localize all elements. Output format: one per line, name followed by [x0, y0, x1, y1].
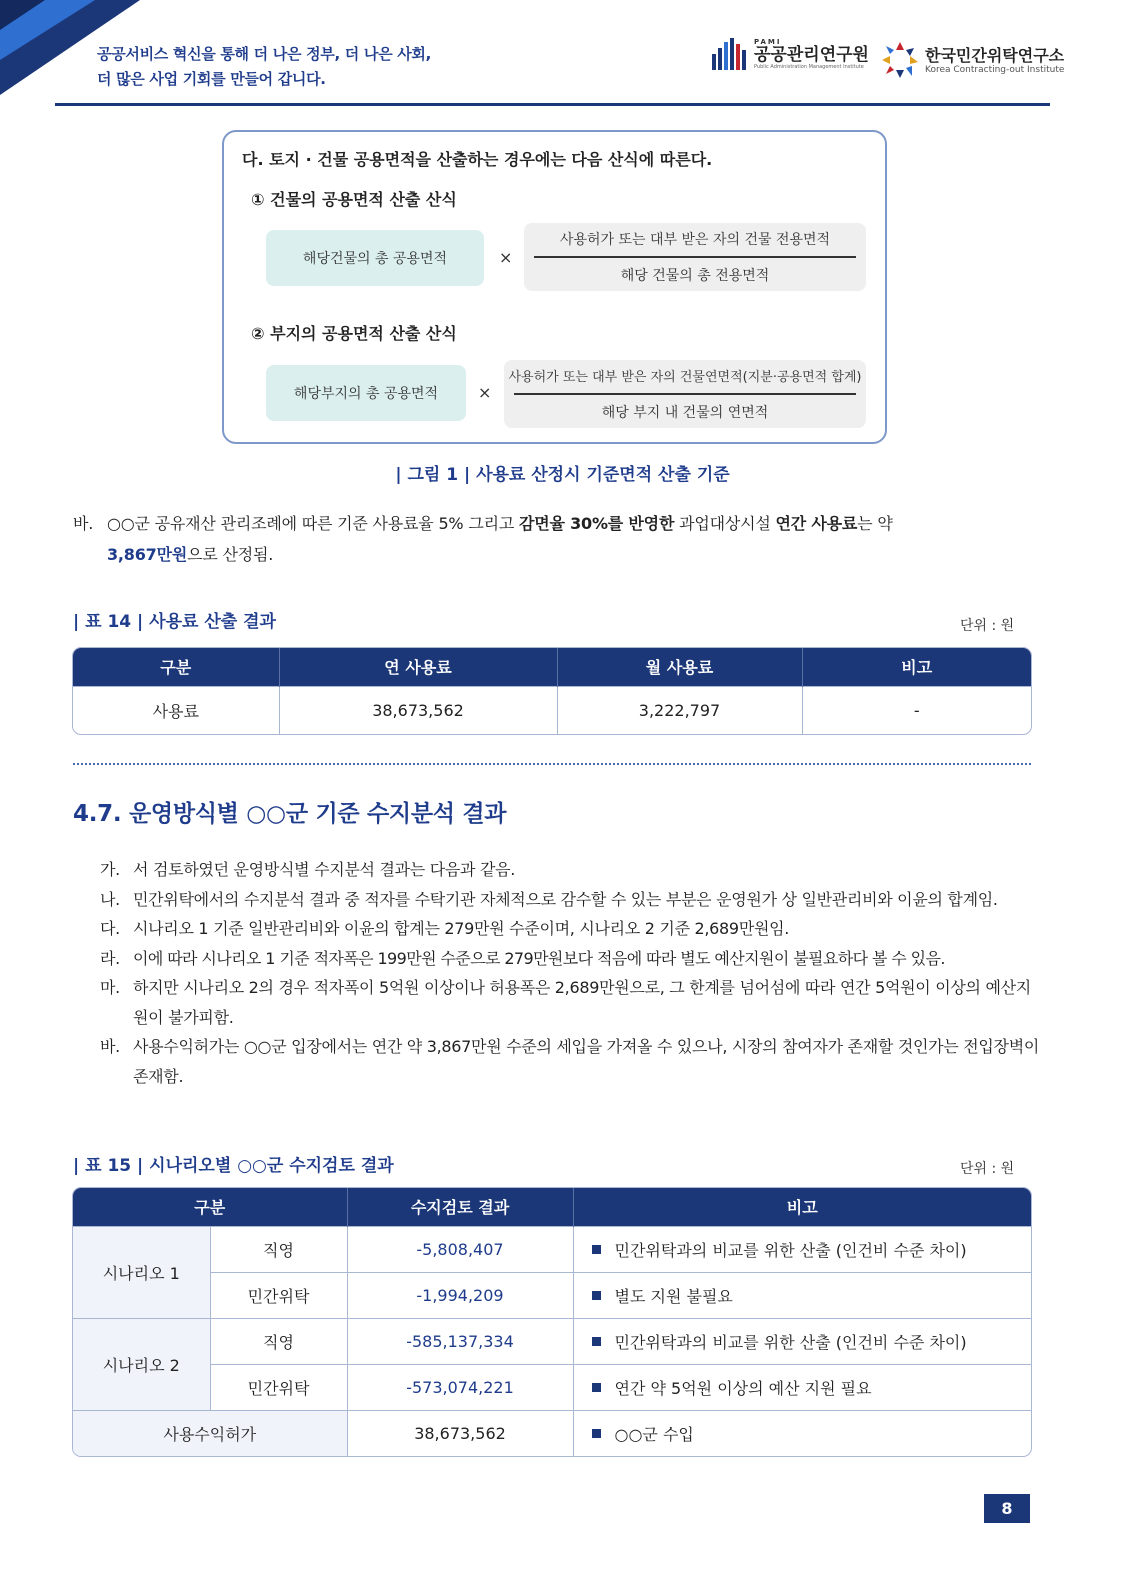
list-item [100, 914, 1040, 944]
paragraph-marker: 바. [73, 514, 94, 533]
table-cell: 사용료 [73, 686, 279, 734]
pami-bars-icon [712, 38, 746, 70]
table-row [73, 1318, 1031, 1364]
formula-2-title: ② 부지의 공용면적 산출 산식 [251, 324, 457, 343]
table-header-cell: 비고 [802, 648, 1031, 686]
tagline-line-1: 공공서비스 혁신을 통해 더 나은 정부, 더 나은 사회, [97, 45, 431, 63]
list-item [100, 1032, 1040, 1091]
page-number: 8 [984, 1494, 1030, 1523]
table-header-cell: 구분 [73, 1188, 347, 1226]
formula-2-denominator: 해당 부지 내 건물의 연면적 [601, 405, 769, 421]
formula-figure-box [222, 130, 887, 444]
table-cell: -1,994,209 [347, 1272, 573, 1318]
note-text: ○○군 수입 [614, 1424, 694, 1444]
table-header-cell: 수지검토 결과 [347, 1188, 573, 1226]
scenario-2-label: 시나리오 2 [73, 1318, 210, 1410]
table-cell: 민간위탁 [210, 1272, 347, 1318]
header-tagline [97, 42, 431, 92]
table-header-cell: 구분 [73, 648, 279, 686]
list-marker: 마. [100, 978, 120, 997]
list-item [100, 885, 1040, 915]
formula-1-left: 해당건물의 총 공용면적 [266, 230, 484, 286]
square-bullet-icon [592, 1291, 601, 1300]
table-row [73, 686, 1031, 734]
table-cell: -585,137,334 [347, 1318, 573, 1364]
scenario-balance-table [73, 1188, 1031, 1456]
table-note-cell [573, 1364, 1031, 1410]
table-14-unit: 단위 : 원 [960, 618, 1015, 634]
times-sign-2: × [478, 383, 492, 402]
paragraph-text: 는 약 [857, 514, 893, 533]
list-item [100, 855, 1040, 885]
table-cell: 민간위탁 [210, 1364, 347, 1410]
table-cell: -573,074,221 [347, 1364, 573, 1410]
table-note-cell [573, 1272, 1031, 1318]
paragraph-ba [73, 508, 1033, 570]
tagline-line-2: 더 많은 사업 기회를 만들어 갑니다. [97, 70, 326, 88]
pami-eng: Public Administration Management Institute [754, 64, 864, 70]
table-cell: 직영 [210, 1226, 347, 1272]
table-row [73, 1272, 1031, 1318]
note-text: 연간 약 5억원 이상의 예산 지원 필요 [614, 1378, 872, 1398]
figure-title: 다. 토지 · 건물 공용면적을 산출하는 경우에는 다음 산식에 따른다. [242, 150, 713, 169]
table-note-cell [573, 1226, 1031, 1272]
table-note-cell [573, 1410, 1031, 1456]
table-cell: - [802, 686, 1031, 734]
list-item [100, 973, 1040, 1032]
square-bullet-icon [592, 1383, 601, 1392]
note-text: 민간위탁과의 비교를 위한 산출 (인건비 수준 차이) [614, 1240, 967, 1260]
paragraph-bold: 연간 사용료 [775, 514, 858, 533]
scenario-1-label: 시나리오 1 [73, 1226, 210, 1318]
square-bullet-icon [592, 1337, 601, 1346]
list-text: 시나리오 1 기준 일반관리비와 이윤의 합계는 279만원 수준이며, 시나리오 2 기준 2,689만원임. [133, 919, 790, 938]
list-text: 민간위탁에서의 수지분석 결과 중 적자를 수탁기관 자체적으로 감수할 수 있는 부분은 운영원가 상 일반관리비와 이윤의 합계임. [133, 889, 998, 909]
section-divider [73, 763, 1031, 765]
table-15-label: | 표 15 | 시나리오별 ○○군 수지검토 결과 [73, 1156, 394, 1176]
list-text: 하지만 시나리오 2의 경우 적자폭이 5억원 이상이나 허용폭은 2,689만원으로, 그 한계를 넘어섬에 따라 연간 5억원이 이상의 예산지원이 불가피함. [133, 978, 1031, 1027]
table-cell: 38,673,562 [279, 686, 557, 734]
times-sign-1: × [499, 248, 513, 267]
table-cell: 3,222,797 [557, 686, 802, 734]
pami-logo [712, 38, 869, 70]
pami-abbr: PAMI [754, 38, 782, 46]
fraction-line [534, 256, 856, 258]
table-header-cell: 연 사용료 [279, 648, 557, 686]
figure-caption: | 그림 1 | 사용료 산정시 기준면적 산출 기준 [395, 465, 730, 485]
list-text: 사용수익허가는 ○○군 입장에서는 연간 약 3,867만원 수준의 세입을 가져올 수 있으나, 시장의 참여자가 존재할 것인가는 전입장벽이 존재함. [133, 1037, 1040, 1086]
formula-2-left: 해당부지의 총 공용면적 [266, 365, 466, 421]
table-row [73, 1410, 1031, 1456]
list-marker: 다. [100, 919, 120, 938]
paragraph-text: ○○군 공유재산 관리조례에 따른 기준 사용료율 5% 그리고 [107, 514, 519, 533]
table-15-unit: 단위 : 원 [960, 1161, 1015, 1177]
square-bullet-icon [592, 1429, 601, 1438]
formula-1-fraction [524, 223, 866, 291]
table-header-row [73, 648, 1031, 686]
kci-logo [880, 40, 1064, 80]
usage-fee-table [73, 648, 1031, 734]
paragraph-text: 과업대상시설 [674, 514, 776, 533]
table-14-label: | 표 14 | 사용료 산출 결과 [73, 612, 276, 632]
list-marker: 라. [100, 948, 120, 968]
note-text: 별도 지원 불필요 [614, 1286, 733, 1306]
formula-1-title: ① 건물의 공용면적 산출 산식 [251, 190, 457, 209]
header-rule [55, 103, 1050, 106]
formula-1-numerator: 사용허가 또는 대부 받은 자의 건물 전용면적 [559, 232, 831, 248]
list-marker: 나. [100, 889, 120, 909]
formula-2-numerator: 사용허가 또는 대부 받은 자의 건물연면적(지분·공용면적 합계) [508, 370, 862, 385]
note-text: 민간위탁과의 비교를 위한 산출 (인건비 수준 차이) [614, 1332, 967, 1352]
kci-name: 한국민간위탁연구소 [925, 45, 1065, 65]
highlight-amount: 3,867만원 [107, 545, 188, 564]
table-cell: 직영 [210, 1318, 347, 1364]
list-item [100, 944, 1040, 974]
kci-eng: Korea Contracting-out Institute [925, 64, 1065, 75]
fraction-line [514, 393, 856, 395]
table-note-cell [573, 1318, 1031, 1364]
formula-2-fraction [504, 360, 866, 428]
table-row [73, 1364, 1031, 1410]
paragraph-text: 으로 산정됨. [187, 545, 274, 564]
formula-1-denominator: 해당 건물의 총 전용면적 [620, 268, 770, 284]
list-text: 이에 따라 시나리오 1 기준 적자폭은 199만원 수준으로 279만원보다 적음에 따라 별도 예산지원이 불필요하다 볼 수 있음. [133, 948, 945, 968]
table-header-cell: 월 사용료 [557, 648, 802, 686]
table-header-cell: 비고 [573, 1188, 1031, 1226]
section-title: 4.7. 운영방식별 ○○군 기준 수지분석 결과 [73, 801, 507, 827]
list-marker: 가. [100, 860, 120, 879]
kci-mark-icon [880, 40, 920, 80]
square-bullet-icon [592, 1245, 601, 1254]
section-item-list [100, 855, 1040, 1091]
permit-label: 사용수익허가 [73, 1410, 347, 1456]
list-text: 서 검토하였던 운영방식별 수지분석 결과는 다음과 같음. [133, 860, 516, 879]
list-marker: 바. [100, 1037, 120, 1056]
pami-name: 공공관리연구원 [754, 45, 869, 65]
table-cell: 38,673,562 [347, 1410, 573, 1456]
table-cell: -5,808,407 [347, 1226, 573, 1272]
table-row [73, 1226, 1031, 1272]
table-header-row [73, 1188, 1031, 1226]
paragraph-bold: 감면율 30%를 반영한 [518, 514, 675, 533]
